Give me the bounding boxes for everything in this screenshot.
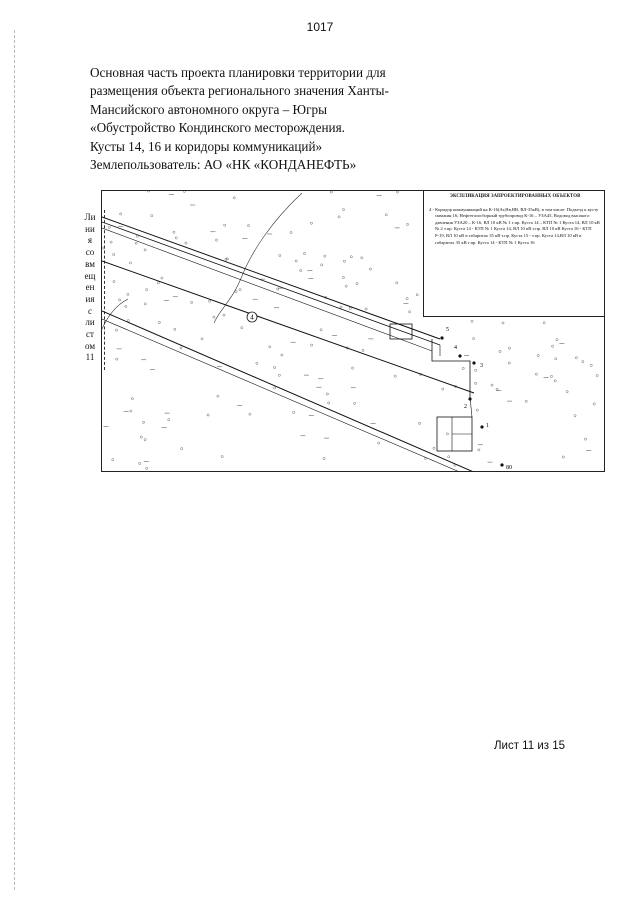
swamp-symbol <box>552 345 554 347</box>
point-label: 1 <box>486 423 489 429</box>
swamp-symbol <box>142 421 144 423</box>
swamp-symbol <box>574 415 576 417</box>
swamp-symbol <box>158 321 160 323</box>
swamp-symbol <box>185 242 187 244</box>
swamp-symbol <box>543 322 545 324</box>
swamp-symbol <box>274 387 276 389</box>
swamp-symbol <box>125 305 127 307</box>
swamp-symbol <box>446 433 448 435</box>
swamp-symbol <box>221 456 223 458</box>
legend-title: ЭКСПЛИКАЦИЯ ЗАПРОЕКТИРОВАННЫХ ОБЪЕКТОВ <box>449 194 581 199</box>
corridor-boundary <box>102 311 476 472</box>
swamp-symbol <box>144 439 146 441</box>
swamp-symbol <box>249 413 251 415</box>
land-user-line: Землепользователь: АО «НК «КОНДАНЕФТЬ» <box>90 157 357 173</box>
swamp-symbol <box>352 367 354 369</box>
swamp-symbol <box>144 249 146 251</box>
swamp-symbol <box>475 382 477 384</box>
swamp-symbol <box>139 462 141 464</box>
swamp-symbol <box>223 314 225 316</box>
swamp-symbol <box>311 344 313 346</box>
swamp-symbol <box>582 361 584 363</box>
swamp-symbol <box>394 375 396 377</box>
swamp-symbol <box>462 367 464 369</box>
swamp-symbol <box>209 300 211 302</box>
swamp-symbol <box>448 456 450 458</box>
swamp-symbol <box>180 347 182 349</box>
swamp-symbol <box>406 223 408 225</box>
swamp-symbol <box>140 436 142 438</box>
swamp-symbol <box>269 346 271 348</box>
swamp-symbol <box>181 448 183 450</box>
swamp-symbol <box>321 264 323 266</box>
swamp-symbol <box>590 364 592 366</box>
swamp-symbol <box>281 354 283 356</box>
swamp-symbol <box>385 214 387 216</box>
swamp-symbol <box>330 191 332 193</box>
swamp-symbol <box>201 338 203 340</box>
corridor-number: 4 <box>250 313 254 322</box>
swamp-symbol <box>256 362 258 364</box>
swamp-symbol <box>157 282 159 284</box>
swamp-symbol <box>416 294 418 296</box>
swamp-symbol <box>596 374 598 376</box>
title-line: размещения объекта регионального значения Ханты- <box>90 83 389 99</box>
swamp-symbol <box>127 320 129 322</box>
swamp-symbol <box>478 449 480 451</box>
swamp-symbol <box>508 362 510 364</box>
swamp-symbol <box>419 422 421 424</box>
swamp-symbol <box>473 338 475 340</box>
swamp-symbol <box>293 411 295 413</box>
swamp-symbol <box>396 191 398 193</box>
swamp-symbol <box>241 327 243 329</box>
swamp-symbol <box>365 308 367 310</box>
swamp-symbol <box>295 260 297 262</box>
swamp-symbol <box>217 395 219 397</box>
swamp-symbol <box>120 213 122 215</box>
swamp-symbol <box>175 237 177 239</box>
swamp-symbol <box>323 458 325 460</box>
swamp-symbol <box>361 257 363 259</box>
swamp-symbol <box>362 349 364 351</box>
swamp-symbol <box>273 366 275 368</box>
legend-item: 4 - Коридор коммуникаций на К-16(Ат,Нв,ВВ, ВЛ-35кВ), в том числе: Подъезд к кусту скважин 16, Нефтегазосборный трубопровод К-16 – УЗА45, Водовод высокого давления УЗА20 – К-16, ВЛ 10 кВ № 1 т.пр. Куста 14 – КТП № 1 Куста 14, ВЛ 10 кВ № 2 т.пр. Куста 14 - КТП № 1 Куста 14, ВЛ 10 кВ т.пр. ВЛ 10 кВ Куста 16 - КТП Р-19, ВЛ 10 кВ в габаритах 35 кВ т.пр. Куста 15 - т.пр. Куста 14,ВЛ 10 кВ в габаритах 35 кВ т.пр. Куста 14 - КТП № 1 Куста 16 <box>429 206 600 245</box>
road-line <box>102 222 440 345</box>
swamp-symbol <box>131 398 133 400</box>
swamp-symbol <box>183 191 185 192</box>
title-line: Основная часть проекта планировки территории для <box>90 65 386 80</box>
document-title <box>90 64 390 174</box>
swamp-symbol <box>207 414 209 416</box>
swamp-symbol <box>406 298 408 300</box>
legend-box <box>423 191 605 317</box>
swamp-symbol <box>342 209 344 211</box>
page-number: 1017 <box>306 20 334 34</box>
swamp-symbol <box>278 374 280 376</box>
swamp-symbol <box>342 276 344 278</box>
swamp-symbol <box>130 410 132 412</box>
swamp-symbol <box>146 289 148 291</box>
title-line: Мансийского автономного округа – Югры <box>90 101 327 117</box>
swamp-symbol <box>338 216 340 218</box>
swamp-symbol <box>343 260 345 262</box>
swamp-symbol <box>584 438 586 440</box>
swamp-symbol <box>320 329 322 331</box>
title-line: Кусты 14, 16 и коридоры коммуникаций» <box>90 138 323 154</box>
swamp-symbol <box>369 268 371 270</box>
swamp-symbol <box>174 328 176 330</box>
swamp-symbol <box>562 456 564 458</box>
swamp-symbol <box>129 262 131 264</box>
swamp-symbol <box>508 347 510 349</box>
point-label: 80 <box>506 465 512 471</box>
swamp-symbol <box>239 289 241 291</box>
swamp-symbol <box>127 293 129 295</box>
swamp-symbol <box>442 388 444 390</box>
swamp-symbol <box>279 254 281 256</box>
swamp-symbol <box>502 322 504 324</box>
swamp-symbol <box>290 232 292 234</box>
swamp-symbol <box>537 354 539 356</box>
swamp-symbol <box>247 225 249 227</box>
swamp-symbol <box>328 402 330 404</box>
swamp-symbol <box>356 283 358 285</box>
swamp-symbol <box>349 307 351 309</box>
swamp-symbol <box>144 303 146 305</box>
swamp-symbol <box>550 375 552 377</box>
corridor-boundary <box>102 261 474 393</box>
swamp-symbol <box>345 285 347 287</box>
swamp-symbol <box>409 311 411 313</box>
swamp-symbol <box>300 269 302 271</box>
swamp-symbol <box>151 215 153 217</box>
swamp-symbol <box>173 231 175 233</box>
swamp-symbol <box>396 282 398 284</box>
point-label: 5 <box>446 327 449 333</box>
swamp-symbol <box>496 388 498 390</box>
swamp-symbol <box>554 380 556 382</box>
swamp-symbol <box>324 255 326 257</box>
point-label: 3 <box>480 363 483 369</box>
swamp-symbol <box>226 258 228 260</box>
swamp-symbol <box>378 442 380 444</box>
alignment-line-label: Ли ни я со вм ещ ен ия с ли ст ом 11 <box>84 212 96 363</box>
swamp-symbol <box>146 467 148 469</box>
swamp-symbol <box>235 291 237 293</box>
swamp-symbol <box>213 316 215 318</box>
swamp-symbol <box>102 247 104 249</box>
swamp-symbol <box>491 384 493 386</box>
sheet-number: Лист 11 из 15 <box>494 740 565 752</box>
swamp-symbol <box>110 241 112 243</box>
swamp-symbol <box>556 339 558 341</box>
swamp-symbol <box>113 253 115 255</box>
point-label: 4 <box>454 345 457 351</box>
swamp-symbol <box>116 358 118 360</box>
swamp-symbol <box>113 281 115 283</box>
swamp-symbol <box>135 242 137 244</box>
swamp-symbol <box>310 222 312 224</box>
point-label: 2 <box>464 404 467 410</box>
swamp-symbol <box>303 252 305 254</box>
swamp-symbol <box>191 301 193 303</box>
swamp-symbol <box>112 459 114 461</box>
swamp-symbol <box>326 393 328 395</box>
swamp-symbol <box>161 277 163 279</box>
swamp-symbol <box>350 256 352 258</box>
swamp-symbol <box>555 358 557 360</box>
swamp-symbol <box>108 226 110 228</box>
binding-margin-line <box>14 30 17 890</box>
swamp-symbol <box>119 299 121 301</box>
swamp-symbol <box>476 409 478 411</box>
swamp-symbol <box>575 357 577 359</box>
swamp-symbol <box>168 419 170 421</box>
swamp-symbol <box>499 350 501 352</box>
swamp-symbol <box>525 400 527 402</box>
swamp-symbol <box>147 191 149 192</box>
swamp-symbol <box>566 391 568 393</box>
swamp-symbol <box>233 197 235 199</box>
swamp-symbol <box>433 447 435 449</box>
swamp-symbol <box>593 403 595 405</box>
swamp-symbol <box>471 320 473 322</box>
swamp-symbol <box>353 402 355 404</box>
title-line: «Обустройство Кондинского месторождения. <box>90 120 345 136</box>
swamp-symbol <box>535 373 537 375</box>
swamp-symbol <box>215 239 217 241</box>
swamp-symbol <box>340 306 342 308</box>
swamp-symbol <box>475 369 477 371</box>
planning-map <box>101 190 605 472</box>
swamp-symbol <box>115 329 117 331</box>
swamp-symbol <box>224 224 226 226</box>
